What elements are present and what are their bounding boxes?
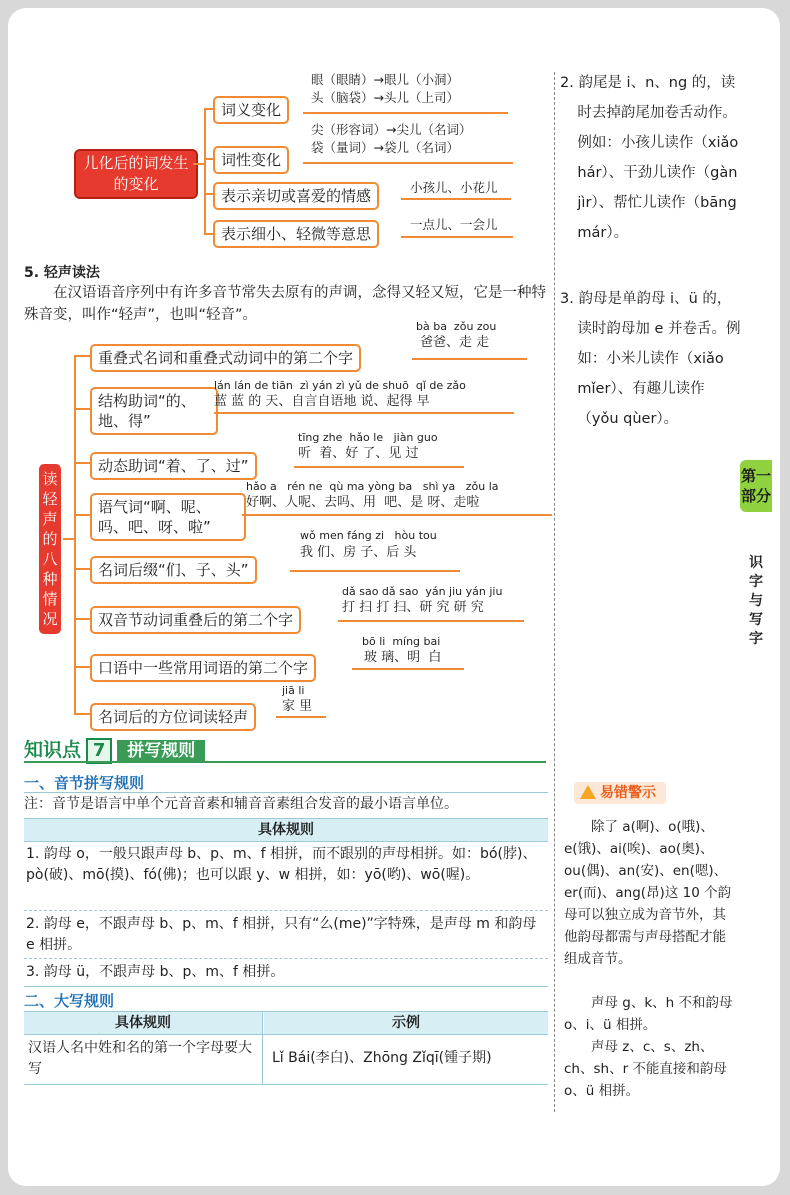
mindmap1-branch-2 [213,146,289,174]
right-item-3: 3. 韵母是单韵母 i、ü 的，读时韵母加 e 并卷舌。例如：小米儿读作（xiǎo mǐer）、有趣儿读作（yǒu qùer）。 [560,291,741,427]
branch-label: 结构助词“的、地、得” [98,392,196,430]
pinyin-line: hǎo a rén ne qù ma yòng ba shì ya zǒu la [246,480,499,493]
hanzi-line: 爸爸、走 走 [420,335,490,350]
mindmap2-branch-4 [90,493,246,541]
pinyin-line: wǒ men fáng zi hòu tou [300,529,437,542]
hanzi-line: 蓝 蓝 的 天、自言自语地 说、起得 早 [214,394,430,409]
mindmap1-example: 袋（量词）→袋儿（名词） [311,140,459,155]
part-tab-label: 第一部分 [740,467,771,505]
mindmap2-root-label: 读轻声的八种情况 [42,470,58,628]
mindmap1-example: 眼（眼睛）→眼儿（小洞） [311,72,459,87]
branch-label: 词义变化 [221,101,282,119]
mindmap2-branch-8 [90,703,256,731]
branch-label: 词性变化 [221,151,282,169]
pinyin-line: bà ba zǒu zou [416,320,497,333]
branch-label: 表示亲切或喜爱的情感 [221,187,372,205]
branch-label: 口语中一些常用词语的第二个字 [98,659,309,677]
table2-example-cell: Lǐ Bái(李白)、Zhōng Zǐqī(锺子期) [272,1050,492,1066]
subject-label: 识字与写字 [749,555,763,647]
pinyin-line: jiā li [282,684,305,697]
warning-paragraph-3: 声母 z、c、s、zh、ch、sh、r 不能直接和韵母 o、ü 相拼。 [564,1039,727,1099]
mindmap1-branch-3 [213,182,379,210]
section5-title: 5. 轻声读法 [24,265,100,281]
mindmap2-branch-7 [90,654,316,682]
hanzi-line: 家 里 [282,699,313,714]
hanzi-line: 打 扫 打 扫、研 究 研 究 [342,600,484,615]
part-tab[interactable] [740,460,772,512]
mindmap1-branch-4 [213,220,379,248]
mindmap2-branch-5 [90,556,257,584]
mindmap1-example: 一点儿、一会儿 [410,217,498,232]
pinyin-line: dǎ sao dǎ sao yán jiu yán jiu [342,585,503,598]
subsection-2-title: 二、大写规则 [24,992,115,1010]
mindmap1-example: 尖（形容词）→尖儿（名词） [311,122,472,137]
pinyin-line: bō li míng bai [362,635,441,648]
branch-label: 名词后的方位词读轻声 [98,708,249,726]
mindmap2-branch-6 [90,606,301,634]
branch-label: 表示细小、轻微等意思 [221,225,372,243]
section5-paragraph: 在汉语语音序列中有许多音节常失去原有的声调，念得又轻又短，它是一种特殊音变，叫作“轻声”，也叫“轻音”。 [24,285,546,323]
warning-title: 易错警示 [600,785,656,801]
branch-label: 语气词“啊、呢、吗、吧、呀、啦” [98,498,211,536]
pinyin-line: lán lán de tiān zì yán zì yǔ de shuō qǐ de zǎo [214,379,466,392]
warning-paragraph-1: 除了 a(啊)、o(哦)、e(饿)、ai(唉)、ao(奥)、ou(偶)、an(安)、en(嗯)、er(而)、ang(昂)这 10 个韵母可以独立成为音节外，其他韵母都需与声母搭配才能组成音节。 [564,819,732,967]
mindmap1-root [74,149,198,199]
rules-table-header: 具体规则 [24,818,548,842]
mindmap1-example: 小孩儿、小花儿 [410,180,498,195]
mindmap1-example: 头（脑袋）→头儿（上司） [311,90,459,105]
rule-item: 1. 韵母 o，一般只跟声母 b、p、m、f 相拼，而不跟别的声母相拼。如：bó(脖)、pò(破)、mō(摸)、fó(佛)；也可以跟 y、w 相拼，如：yō(哟)、wō(喔)。 [26,846,537,883]
knowledge-note: 注：音节是语言中单个元音音素和辅音音素组合发音的最小语言单位。 [24,796,458,812]
branch-label: 双音节动词重叠后的第二个字 [98,611,294,629]
warning-icon [580,785,596,799]
table2-col2-header: 示例 [264,1012,548,1034]
table2-col1-header: 具体规则 [24,1012,262,1034]
knowledge-title: 拼写规则 [117,740,205,762]
page [8,8,780,1186]
mindmap2-branch-3 [90,452,257,480]
pinyin-line: tīng zhe hǎo le jiàn guo [298,431,438,444]
mindmap2-branch-2 [90,387,218,435]
mindmap2-branch-1 [90,344,361,372]
right-item-2: 2. 韵尾是 i、n、ng 的，读时去掉韵尾加卷舌动作。例如：小孩儿读作（xiǎo hár）、干劲儿读作（gàn jìr）、帮忙儿读作（bāng már）。 [560,75,739,241]
branch-label: 名词后缀“们、子、头” [98,561,249,579]
rule-item: 2. 韵母 e，不跟声母 b、p、m、f 相拼，只有“么(me)”字特殊，是声母 m 和韵母 e 相拼。 [26,916,537,953]
knowledge-header [24,735,544,763]
branch-label: 动态助词“着、了、过” [98,457,249,475]
subsection-1-title: 一、音节拼写规则 [24,774,145,792]
table2-rule-cell: 汉语人名中姓和名的第一个字母要大写 [28,1040,252,1077]
hanzi-line: 好啊、人呢、去吗、用 吧、是 呀、走啦 [246,495,480,510]
warning-header [574,782,666,804]
mindmap1-root-label: 儿化后的词发生的变化 [83,154,189,193]
hanzi-line: 听 着、好 了、见 过 [298,446,419,461]
mindmap2-root [39,464,61,634]
hanzi-line: 玻 璃、明 白 [364,650,442,665]
rule-item: 3. 韵母 ü，不跟声母 b、p、m、f 相拼。 [26,964,285,980]
branch-label: 重叠式名词和重叠式动词中的第二个字 [98,349,354,367]
capitalization-table [24,1011,548,1085]
knowledge-point-number: 7 [86,738,112,764]
mindmap1-branch-1 [213,96,289,124]
knowledge-point-label: 知识点 [24,739,82,761]
hanzi-line: 我 们、房 子、后 头 [300,545,417,560]
warning-paragraph-2: 声母 g、k、h 不和韵母 o、i、ü 相拼。 [564,995,733,1033]
